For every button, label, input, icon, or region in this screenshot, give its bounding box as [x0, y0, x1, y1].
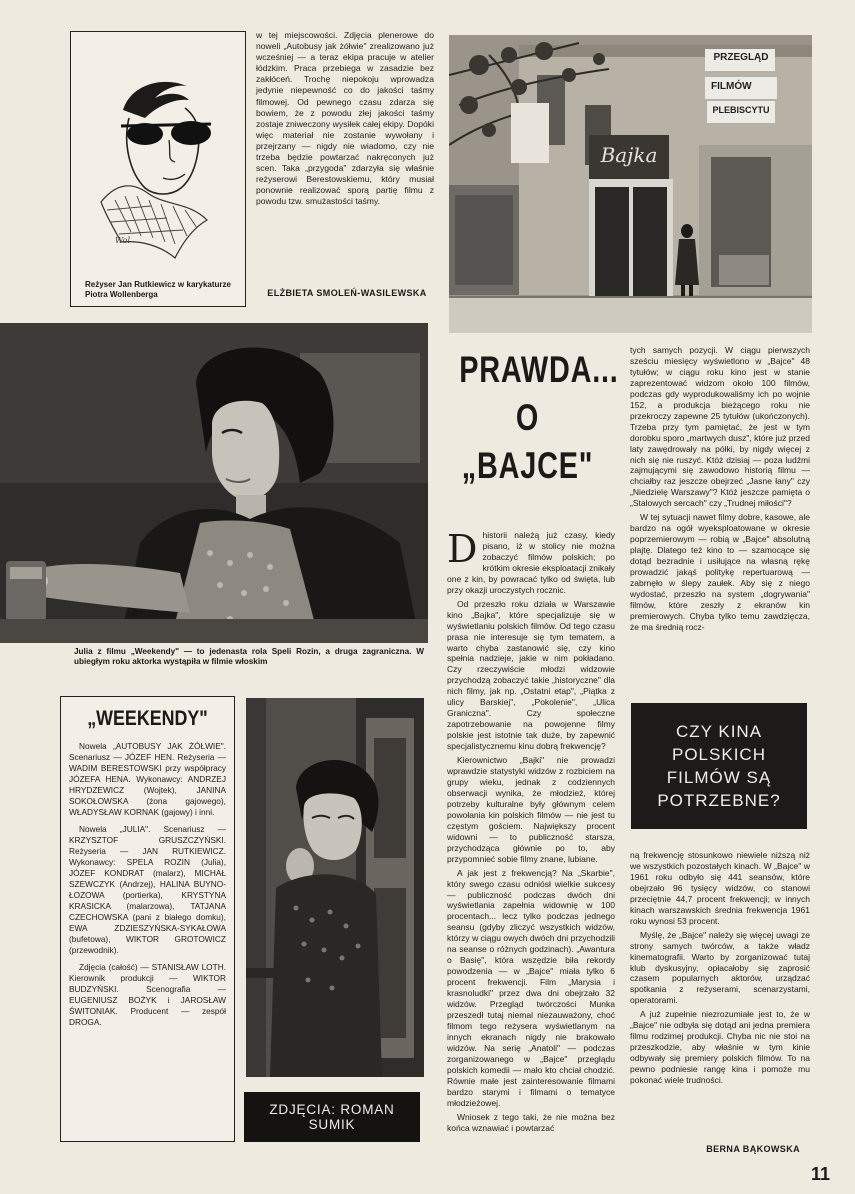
sign-bajka: Bajka: [600, 143, 658, 167]
headline-line-3: „BAJCE": [461, 445, 594, 486]
dropcap: D: [447, 527, 478, 571]
question-box: [631, 703, 807, 829]
credits-julia: Nowela „JULIA". Scenariusz — KRZYSZTOF GRUSZCZYŃSKI. Reżyseria — JAN RUTKIEWICZ. Wykonawcy: SPELA ROZIN (Julia), JÓZEF KONDRAT (malarz), MICHAŁ SZEWCZYK (Andrzej), HALINA BUYNO-ŁOZOWA (portierka), KRYSTYNA KRASICKA (malarzowa), TATJANA CZECHOWSKA (pani z białego domku), EWA ZDZIESZYŃSKA-SYKAŁOWA (bufetowa), WIKTOR GROTOWICZ (przewodnik).: [69, 824, 226, 955]
caricature-box: [70, 31, 246, 307]
article-headline: [459, 346, 619, 490]
article-column-1: [447, 527, 615, 1136]
article-p7: W tej sytuacji nawet filmy dobre, kasowe, ale bardzo na ogół wyeksploatowane w okresie poprzemierowym — robią w „Bajce" absolutną plajtę. Dlatego też kino to — szamocące się dotąd bezradnie i usiłujące na własną rękę prowadzić jakąś politykę repertuarową — zabrnęło w ślepy zaułek. Aby się z niego wydostać, przeszło na system „dogrywania" filmów, które zeszły z ekranów kin premierowych. Chyba tylko temu zawdzięcza, że ma średnią rocz-: [630, 512, 810, 632]
article-p8: ną frekwencję stosunkowo niewiele niższą niż we wszystkich pozostałych kinach. W „Bajce" w 1961 roku odbyło się 441 seansów, które obejrzało 96 tysięcy widzów, co stanowi przeciętnie 44,7 procent frekwencji; w innych kinach warszawskich średnia frekwencja 1961 roku wynosi 53 procent.: [630, 850, 810, 926]
page-number: 11: [810, 1164, 830, 1184]
cinema-bajka-photo: [449, 35, 812, 333]
photo-credit: ZDJĘCIA: ROMAN SUMIK: [244, 1092, 420, 1142]
article-p5: Wniosek z tego taki, że nie można bez końca wznawiać i powtarzać: [447, 1111, 615, 1133]
article-p6: tych samych pozycji. W ciągu pierwszych sześciu miesięcy wyświetlono w „Bajce" 48 tytułów; w ciągu roku kino jest w stanie zaprezentować widzom około 100 filmów, podczas gdy wyprodukowaliśmy ich po wojnie 152, a produkcja bieżącego roku nie przekroczy zapewne 25 tytułów (ukończonych). Trzeba przy tym pamiętać, że jest w tym dorobku sporo „martwych dusz", które już przed laty zawędrowały na półki, by nigdy więcej z nich się nie ruszyć. Któż dzisiaj — poza ludźmi zajmującymi się zawodowo historią filmu — chciałby raz jeszcze obejrzeć „Jasne łany" czy „Niedzielę Warszawy"? Któż jeszcze pamięta o „Stalowych sercach" czy „Trudnej miłości"?: [630, 345, 810, 509]
caricature-signature: Wol: [115, 236, 131, 245]
julia-weekendy-photo: [0, 323, 428, 643]
sign-plebiscytu: PLEBISCYTU: [712, 105, 770, 115]
headline-line-1: PRAWDA...: [459, 349, 619, 390]
woman-door-photo: [246, 698, 424, 1077]
article-p3: Kierownictwo „Bajki" nie prowadzi wprawdzie statystyki widzów z rozbiciem na grupy wieku, jednak z codziennych obserwacji wynika, że młodzież, której potrzeby kulturalne były głównym celem powołania kin polskich filmów — nie jest tu częstym gościem. Największy procent widowni — to publiczność starsza, przychodząca głównie po to, aby przypomnieć sobie filmy znane, lubiane.: [447, 755, 615, 864]
intro-text: w tej miejscowości. Zdjęcia plenerowe do noweli „Autobusy jak żółwie" zrealizowano już wcześniej — a teraz ekipa pracuje w atelier łódzkim. Praca przebiega w zasadzie bez zakłóceń. Trochę niepokoju wprowadza jedynie niepewność co do jakości taśmy filmowej. Od pewnego czasu zdarza się bowiem, że z powodu złej jakości taśmy zostaje zniweczony wysiłek całej ekipy. Dopóki więc materiał nie zostanie wywołany i przejrzany — nigdy nie wiadomo, czy nie trzeba będzie powtarzać nakręconych już scen. Taka „przygoda" zdarzyła się właśnie reżyserowi Berestowskiemu, który musiał ponownie realizować sporą partię filmu z powodu tzw. smużastości taśmy.: [256, 30, 434, 207]
article-p1: historii należą już czasy, kiedy pisano, iż w stolicy nie można zobaczyć filmów polskich; po krótkim okresie eksploatacji znikały one z kin, by powracać tylko od święta, lub przy okazji uroczystych rocznic.: [447, 530, 615, 595]
weekendy-box: [60, 696, 235, 1142]
credits-autobusy: Nowela „AUTOBUSY JAK ŻÓŁWIE". Scenariusz — JÓZEF HEN. Reżyseria — WADIM BERESTOWSKI przy współpracy JÓZEFA HENA. Wykonawcy: ANDRZEJ HRYDZEWICZ (Wojtek), JANINA SOKOŁOWSKA (żona gajowego), WŁADYSŁAW KORNAK (gajowy) i inni.: [69, 741, 226, 817]
article-p4: A jak jest z frekwencją? Na „Skarbie", który swego czasu odniósł wielkie sukcesy — publiczność podczas dwóch dni wyświetlania zapełnia widownię w 100 procentach... lecz tylko podczas jednego seansu (gdyby zliczyć wszystkich widzów, którzy w ciągu owych dwóch dni przychodzili na seanse o różnych godzinach). „Awantura o Basię", która wszędzie biła rekordy powodzenia — w „Bajce" miała tylko 6 procent frekwencji. Film „Marysia i krasnoludki" przez dwa dni obejrzało 32 widzów. Przegląd twórczości Munka przeszedł tutaj niemal niezauważony, choć filmom tego reżysera wyświetlanym na innych ekranach nigdy nie brakowało widzów. Na serię „Anatoli" — podczas zorganizowanego w „Bajce" przeglądu polskich komedii — mało kto chciał chodzić. Równie małe jest zainteresowanie filmami bardzo starymi i filmami o tematyce młodzieżowej.: [447, 867, 615, 1108]
sign-przeglad: PRZEGLĄD: [713, 52, 769, 63]
caricature-drawing: [71, 32, 244, 262]
article-author: BERNA BĄKOWSKA: [706, 1144, 800, 1154]
intro-author: ELŻBIETA SMOLEŃ-WASILEWSKA: [267, 288, 427, 298]
julia-caption: Julia z filmu „Weekendy" — to jedenasta rola Speli Rozin, a druga zagraniczna. W ubiegłym roku aktorka wystąpiła w filmie włoskim: [74, 647, 424, 667]
intro-column: [256, 30, 434, 211]
headline-line-2: O: [515, 397, 540, 438]
weekendy-title: „WEEKENDY": [87, 707, 208, 730]
article-p2: Od przeszło roku działa w Warszawie kino „Bajka", które specjalizuje się w wyświetlaniu polskich filmów. Od tego czasu prasa nie interesuje się tym tematem, a warto chyba zastanowić się, czy kino spełnia nadzieje, jakie w nim pokładano. Czy rzeczywiście młodzi widzowie przychodzą zobaczyć takie „historyczne" dla nich filmy, jak np. „Ostatni etap", „Piątka z ulicy Barskiej", „Pokolenie", „Ulica Graniczna". Czy społeczne zapotrzebowanie na powojenne filmy polskie jest istotnie tak duże, by zapewnić specjalistycznemu kinu dobrą frekwencję?: [447, 598, 615, 752]
article-p10: A już zupełnie niezrozumiałe jest to, że w „Bajce" nie odbyła się dotąd ani jedna premiera filmu rodzimej produkcji. Chyba nic nie stoi na przeszkodzie, aby właśnie w tym kinie odbywały się premiery polskich filmów. To na pewno podniesie rangę kina i pomoże mu pokonać wiele trudności.: [630, 1009, 810, 1086]
article-column-2-top: [630, 345, 810, 636]
sign-filmow: FILMÓW: [711, 81, 752, 92]
weekendy-credits: [69, 741, 226, 1028]
credits-crew: Zdjęcia (całość) — STANISŁAW LOTH. Kierownik produkcji — WIKTOR BUDZYŃSKI. Scenografia — EUGENIUSZ BOŻYK i JAROSŁAW ŚWITONIAK. Producent — zespół DROGA.: [69, 962, 226, 1027]
article-p9: Myślę, że „Bajce" należy się więcej uwagi ze strony samych twórców, a także władz kinematografii. Warto by zorganizować tutaj klub dyskusyjny, opłacałoby się zaprosić czasem popularnych aktorów, urządzać spotkania z reżyserami, scenarzystami, operatorami.: [630, 929, 810, 1006]
question-box-text: CZY KINA POLSKICH FILMÓW SĄ POTRZEBNE?: [657, 722, 781, 810]
article-column-2-bottom: [630, 850, 810, 1089]
caricature-caption: Reżyser Jan Rutkiewicz w karykaturze Piotra Wollenberga: [85, 280, 231, 299]
